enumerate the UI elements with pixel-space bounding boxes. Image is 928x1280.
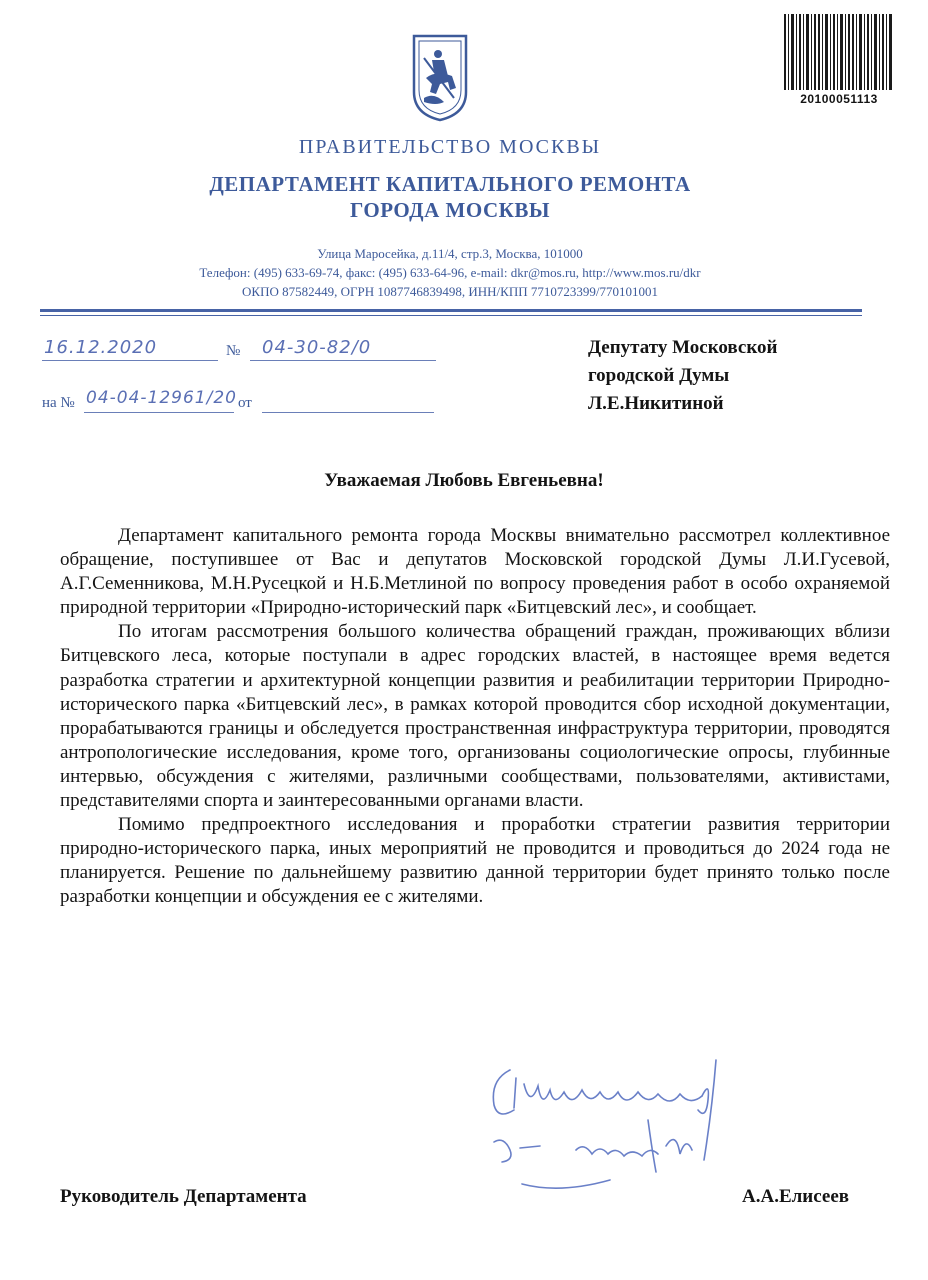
body-paragraph: Помимо предпроектного исследования и проработки стратегии развития территории природно-исторического парка, иных мероприятий не проводится и проводиться до 2024 года не планируется. Решение по дальнейшему развитию данной территории будет принято только после разработки концепции и обсуждения ее с жителями. [60, 814, 890, 908]
handwritten-signature [480, 1050, 740, 1200]
header-divider-thin [40, 315, 862, 316]
number-label: № [226, 343, 241, 359]
department-codes: ОКПО 87582449, ОГРН 1087746839498, ИНН/КПП 7710723399/770101001 [242, 284, 658, 299]
ref-number-underline [84, 412, 234, 413]
ref-number: 04-04-12961/20 [86, 388, 237, 408]
department-title-line2: ГОРОДА МОСКВЫ [350, 198, 550, 222]
addressee-line: Л.Е.Никитиной [588, 393, 724, 414]
signatory-title: Руководитель Департамента [60, 1186, 307, 1207]
ref-number-label: на № [42, 395, 75, 411]
barcode-number: 20100051113 [800, 92, 878, 106]
body-paragraph: Департамент капитального ремонта города Москвы внимательно рассмотрел коллективное обращение, поступившее от Вас и депутатов Московской городской Думы Л.И.Гусевой, А.Г.Семенникова, М.Н.Русецкой и Н.Б.Метлиной по вопросу проведения работ в особо охраняемой природной территории «Природно-исторический парк «Битцевский лес», и сообщает. [60, 525, 890, 619]
barcode [784, 14, 894, 90]
addressee-line: городской Думы [588, 365, 730, 386]
outgoing-number: 04-30-82/0 [262, 337, 372, 358]
ref-date-label: от [238, 395, 252, 411]
ref-date-underline [262, 412, 434, 413]
department-address: Улица Маросейка, д.11/4, стр.3, Москва, 101000 [317, 246, 583, 261]
number-underline [250, 360, 436, 361]
header-divider-thick [40, 309, 862, 312]
department-phones: Телефон: (495) 633-69-74, факс: (495) 633-64-96, e-mail: dkr@mos.ru, http://www.mos.ru/dkr [199, 265, 701, 280]
letter-body [60, 524, 890, 910]
outgoing-date: 16.12.2020 [44, 337, 158, 358]
greeting: Уважаемая Любовь Евгеньевна! [324, 470, 604, 491]
department-title-line1: ДЕПАРТАМЕНТ КАПИТАЛЬНОГО РЕМОНТА [209, 172, 691, 196]
body-paragraph: По итогам рассмотрения большого количества обращений граждан, проживающих вблизи Битцевского леса, которые поступали в адрес городских властей, в настоящее время ведется разработка стратегии и архитектурной концепции развития и реабилитации территории Природно-исторического парка «Битцевский лес», в рамках которой проводится сбор исходной документации, прорабатываются границы и обследуется пространственная инфраструктура территории, проводятся антропологические исследования, кроме того, организованы социологические опросы, глубинные интервью, обсуждения с жителями, различными сообществами, пользователями, активистами, представителями спорта и заинтересованными органами власти. [60, 621, 890, 812]
signatory-name: А.А.Елисеев [742, 1186, 850, 1207]
date-underline [42, 360, 218, 361]
addressee-line: Депутату Московской [588, 337, 778, 358]
addressee-block [588, 334, 778, 418]
moscow-coat-of-arms-icon [410, 32, 470, 122]
government-title: ПРАВИТЕЛЬСТВО МОСКВЫ [298, 136, 602, 158]
